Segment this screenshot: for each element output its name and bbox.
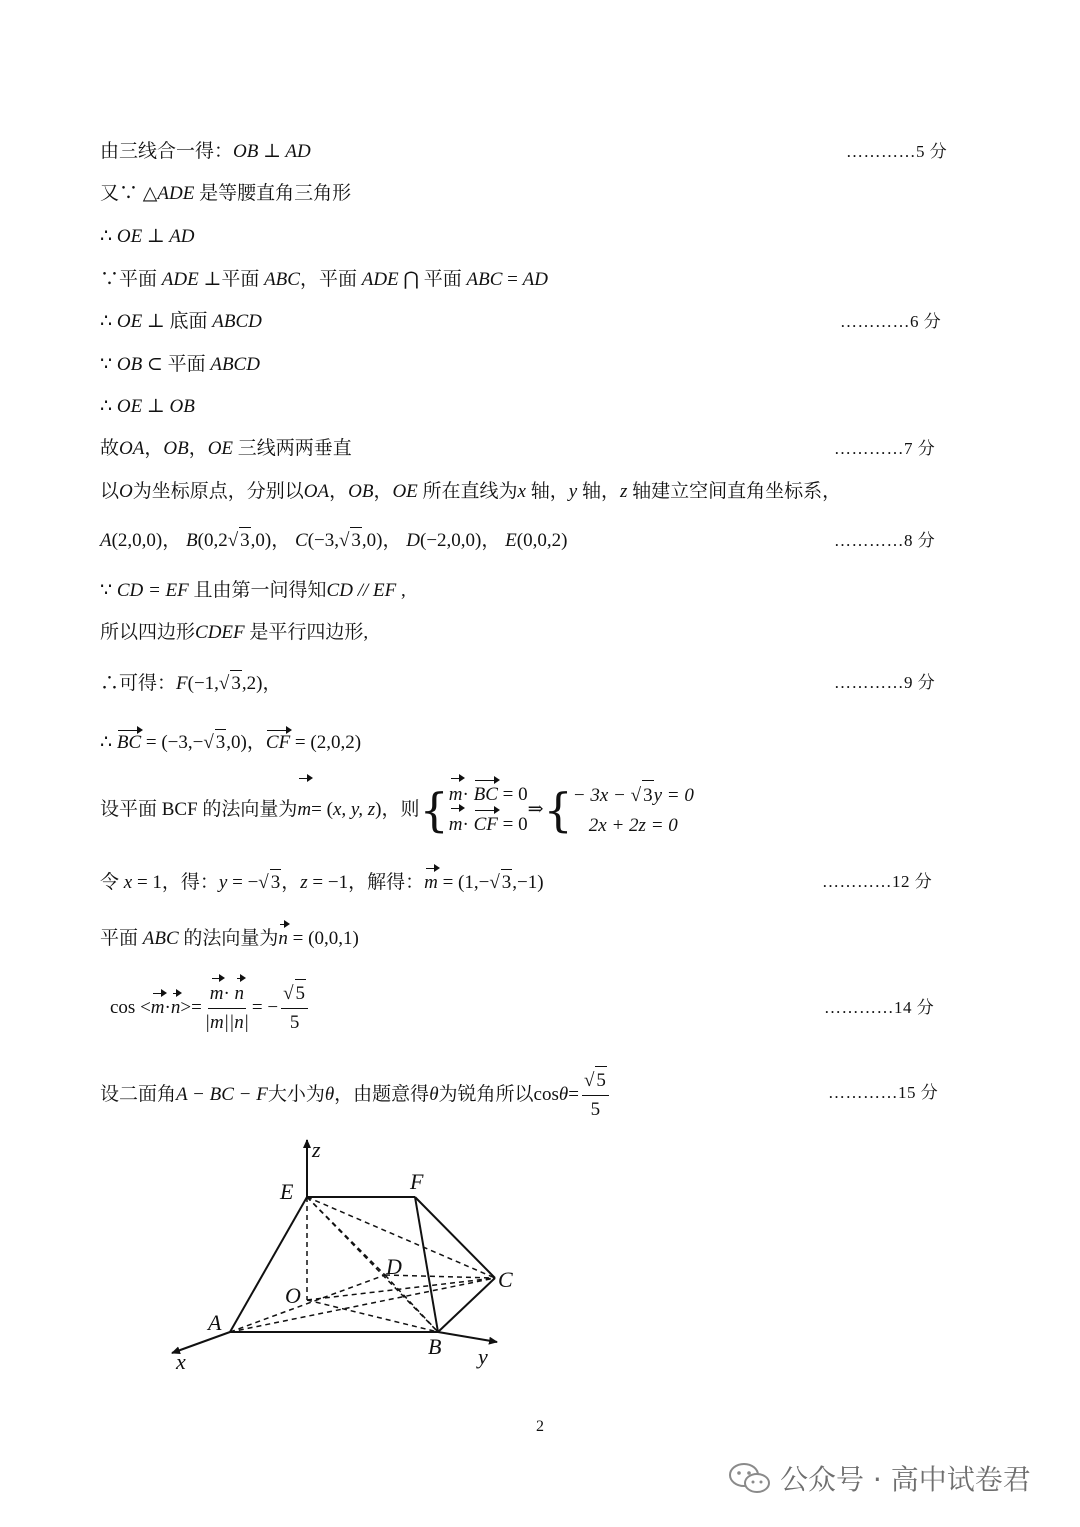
left-brace: { bbox=[543, 783, 573, 837]
score-6: …………6 分 bbox=[840, 312, 942, 331]
edge-ED bbox=[307, 1197, 385, 1275]
step-line-7: ∴ OE ⊥ OB bbox=[100, 396, 195, 417]
label-F: F bbox=[410, 1169, 424, 1194]
cos-fraction: $\frac{m\cdot n}{|m||n|}$ bbox=[205, 980, 249, 1037]
cosine-formula: cos < m · n >= $\frac{m\cdot n}{|m||n|}$ = − $\frac{√ 5}{5}$ bbox=[110, 970, 311, 1046]
label-D: D bbox=[386, 1254, 402, 1279]
page-number: 2 bbox=[536, 1418, 544, 1435]
edge-AC bbox=[230, 1278, 495, 1332]
sqrt5-over-5-fraction: $\frac{√ 5}{5}$ bbox=[281, 979, 308, 1037]
y-axis bbox=[438, 1332, 497, 1342]
step-line-3: ∴ OE ⊥ AD bbox=[100, 226, 195, 247]
step-line-8: 故OA，OB，OE 三线两两垂直 bbox=[100, 438, 352, 459]
watermark bbox=[728, 1458, 1031, 1498]
sqrt-symbol: √ bbox=[203, 732, 214, 753]
final-answer-line: 设二面角 A − BC − F 大小为 θ ，由题意得 θ 为锐角所以 cos θ = $\frac{√ 5}{5}$ bbox=[100, 1062, 612, 1128]
score-9: …………9 分 bbox=[834, 673, 936, 692]
step-line-12: 所以四边形CDEF 是平行四边形, bbox=[100, 622, 369, 643]
sqrt-symbol: √ bbox=[630, 784, 642, 806]
sqrt-symbol: √ bbox=[583, 1070, 595, 1091]
step-line-9: 以O为坐标原点，分别以OA，OB，OE 所在直线为x 轴，y 轴，z 轴建立空间直角坐标系， bbox=[100, 481, 842, 502]
step-line-2: 又∵ △ADE 是等腰直角三角形 bbox=[100, 183, 352, 204]
step-line-13: ∴可得：F(−1,√ 3,2)， bbox=[100, 670, 281, 697]
label-C: C bbox=[498, 1267, 513, 1292]
step-line-5: ∴ OE ⊥ 底面 ABCD bbox=[100, 311, 262, 332]
edge-BC bbox=[438, 1278, 495, 1332]
sqrt-symbol: √ bbox=[227, 530, 239, 551]
score-14: …………14 分 bbox=[824, 998, 935, 1017]
label-O: O bbox=[285, 1283, 301, 1308]
step-line-6: ∵ OB ⊂ 平面 ABCD bbox=[100, 354, 260, 375]
sqrt-symbol: √ bbox=[489, 872, 500, 893]
score-12: …………12 分 bbox=[822, 872, 933, 891]
step-line-17: 平面 ABC 的法向量为n = (0,0,1) bbox=[100, 926, 359, 952]
step-line-1: 由三线合一得：OB ⊥ AD bbox=[100, 141, 311, 162]
edge-AE bbox=[230, 1197, 307, 1332]
normal-vector-system: 设平面 BCF 的法向量为 m = ( x, y, z )，则 { m· BC = 0 m· CF = 0 ⇒ { − 3x − √ 3y = 0 2x + 2z = 0 bbox=[100, 776, 694, 844]
step-line-14: ∴ BC = (−3,−√ 3,0)，CF = (2,0,2) bbox=[100, 729, 361, 756]
sqrt-symbol: √ bbox=[283, 983, 294, 1004]
sqrt-symbol: √ bbox=[258, 872, 269, 893]
coordinates-line: A(2,0,0)， B(0,2√ 3,0)， C(−3,√ 3,0)， D(−2,0,0)， E(0,0,2) bbox=[100, 527, 567, 554]
score-15: …………15 分 bbox=[828, 1083, 939, 1102]
step-line-4: ∵平面 ADE ⊥平面 ABC，平面 ADE ⋂ 平面 ABC = AD bbox=[100, 269, 548, 290]
label-y: y bbox=[478, 1344, 488, 1369]
dot-product-equations: m· BC = 0 m· CF = 0 bbox=[449, 780, 528, 840]
wechat-icon bbox=[728, 1461, 772, 1495]
watermark-text: 公众号 · 高中试卷君 bbox=[780, 1463, 1031, 1496]
sqrt-symbol: √ bbox=[338, 530, 350, 551]
step-line-11: ∵ CD = EF 且由第一问得知CD // EF , bbox=[100, 580, 406, 601]
label-z: z bbox=[312, 1137, 321, 1162]
score-8: …………8 分 bbox=[834, 531, 936, 550]
left-brace: { bbox=[419, 783, 449, 837]
label-B: B bbox=[428, 1334, 442, 1359]
score-7: …………7 分 bbox=[834, 439, 936, 458]
final-fraction: $\frac{√ 5}{5}$ bbox=[582, 1066, 609, 1124]
label-x: x bbox=[176, 1349, 186, 1374]
geometry-figure bbox=[160, 1135, 540, 1380]
edge-AD bbox=[230, 1275, 385, 1332]
label-A: A bbox=[208, 1310, 222, 1335]
step-line-16: 令 x = 1，得：y = −√ 3，z = −1，解得：m = (1,−√ 3,−1) bbox=[100, 869, 544, 896]
label-E: E bbox=[280, 1179, 294, 1204]
edge-OB bbox=[307, 1300, 438, 1332]
sqrt-symbol: √ bbox=[218, 673, 230, 694]
score-5: …………5 分 bbox=[846, 142, 948, 161]
linear-equations: − 3x − √ 3y = 0 2x + 2z = 0 bbox=[573, 780, 694, 841]
